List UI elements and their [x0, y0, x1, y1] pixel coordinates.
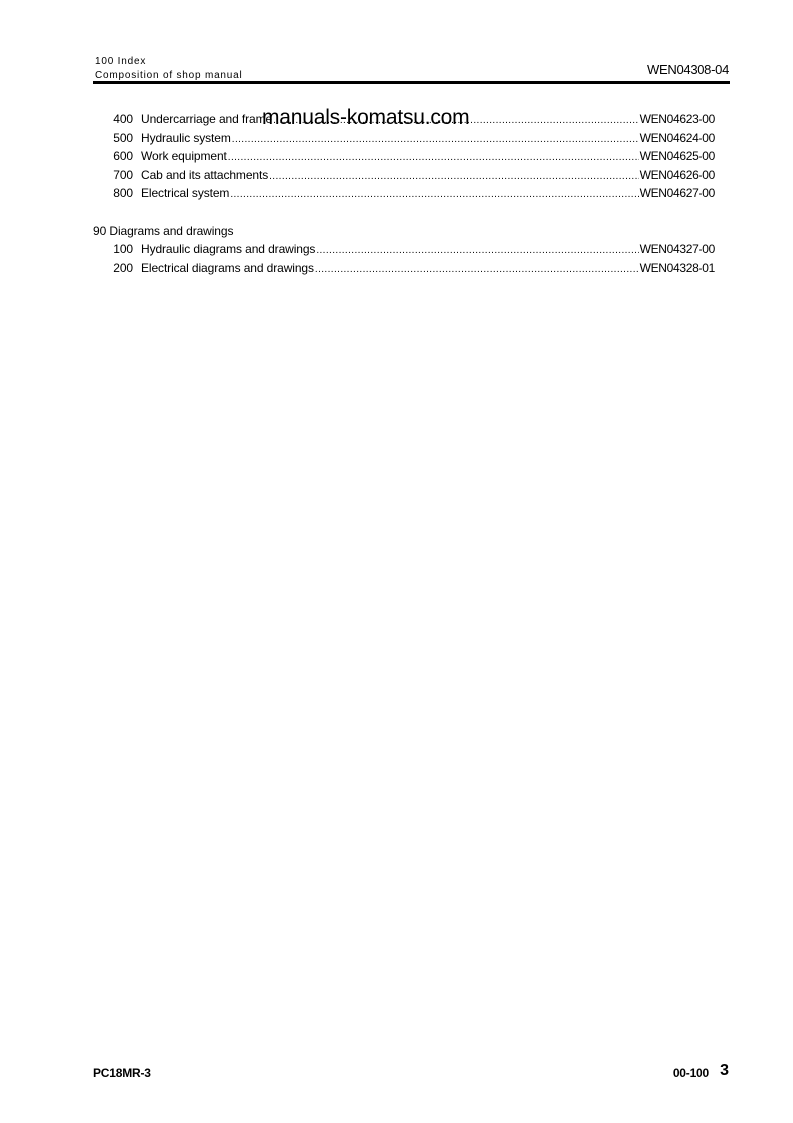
document-number: WEN04308-04 [647, 62, 729, 77]
toc-title: Hydraulic system [141, 130, 231, 145]
toc-number: 500 [113, 130, 133, 145]
toc-number: 100 [113, 242, 133, 257]
header-left [95, 55, 243, 83]
model-number: PC18MR-3 [93, 1066, 151, 1080]
toc-reference: WEN04623-00 [639, 112, 715, 126]
toc-reference: WEN04627-00 [639, 186, 715, 201]
toc-number: 200 [113, 260, 133, 275]
section-spacer [93, 203, 715, 222]
toc-number: 800 [113, 186, 133, 201]
toc-row [93, 184, 715, 203]
section-heading: 90 Diagrams and drawings [93, 223, 234, 238]
toc-reference: WEN04624-00 [639, 130, 715, 145]
toc-row [93, 147, 715, 166]
toc-title: Electrical system [141, 186, 230, 201]
toc-title: Electrical diagrams and drawings [141, 260, 314, 275]
toc-number: 700 [113, 167, 133, 182]
toc-reference: WEN04328-01 [639, 260, 715, 275]
section-title: 100 Index [95, 56, 147, 67]
toc-row [93, 166, 715, 185]
toc-reference: WEN04625-00 [639, 149, 715, 164]
toc-title: Undercarriage and frame [141, 112, 273, 126]
watermark: manuals-komatsu.com [262, 106, 470, 129]
toc-reference: WEN04327-00 [639, 242, 715, 257]
toc-title: Cab and its attachments [141, 167, 269, 182]
toc-title: Hydraulic diagrams and drawings [141, 242, 316, 257]
toc-title: Work equipment [141, 149, 227, 164]
toc-leader [230, 186, 638, 205]
toc-row [93, 240, 715, 259]
toc-row [93, 259, 715, 278]
header-divider [93, 81, 730, 84]
table-of-contents [93, 110, 715, 277]
toc-leader [315, 261, 639, 280]
toc-number: 600 [113, 149, 133, 164]
toc-number: 400 [113, 112, 133, 126]
page-number: 3 [720, 1062, 729, 1079]
toc-row [93, 129, 715, 148]
section-code: 00-100 [672, 1066, 709, 1080]
section-subtitle: Composition of shop manual [95, 70, 243, 81]
toc-reference: WEN04626-00 [639, 167, 715, 182]
